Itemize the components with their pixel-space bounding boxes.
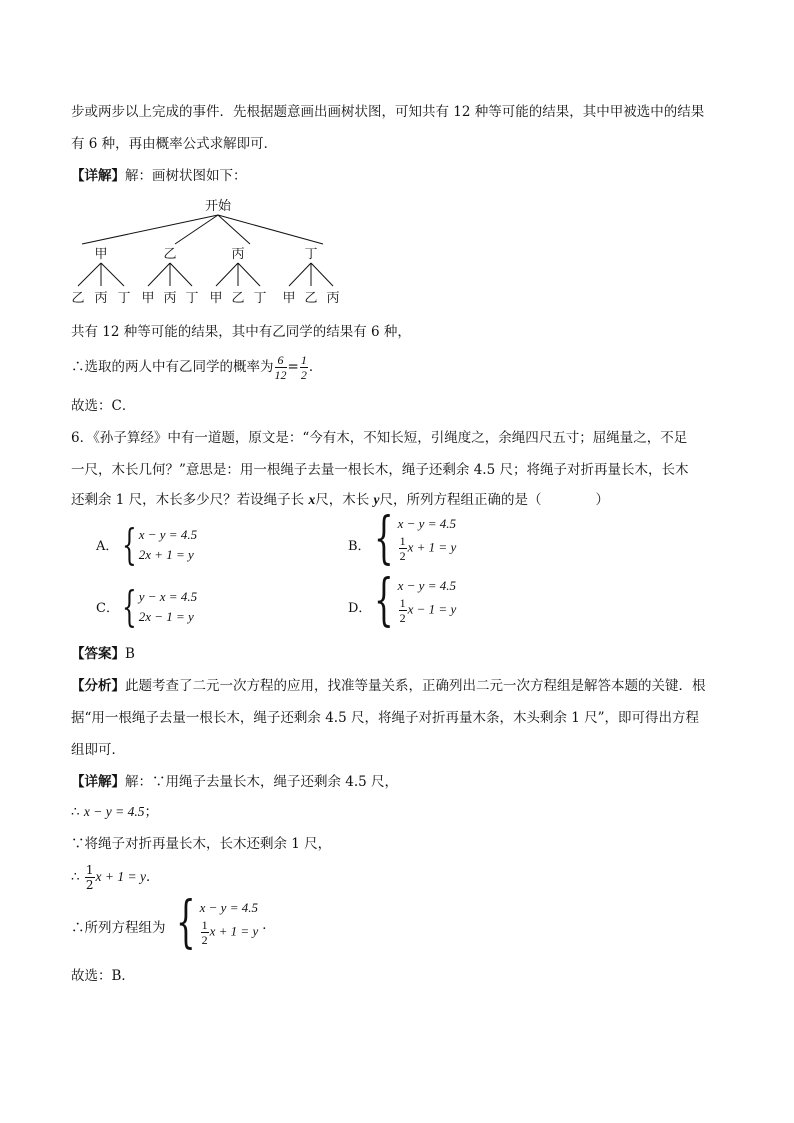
fraction: $\frac{1}{2}$ [85, 863, 94, 892]
equation: x + 1 = y [209, 923, 259, 939]
question-text: 尺，木长 [315, 492, 374, 508]
equation: x − y = 4.5 [397, 578, 456, 593]
equation: x + 1 = y [95, 869, 146, 884]
tree-node-l2: 丙 [94, 291, 108, 306]
paragraph-line: 有 6 种，再由概率公式求解即可． [71, 136, 278, 152]
fraction-6-12: $\frac{6}{12}$ [274, 353, 287, 382]
choice-line: 故选：B． [71, 968, 135, 984]
equation: x − y = 4.5 [199, 900, 258, 915]
step-line: ∴ $\frac{1}{2}$ x + 1 = y． [71, 863, 160, 892]
question-text: 尺，所列方程组正确的是（ ） [379, 492, 610, 508]
var-x: x [308, 492, 316, 507]
detail-label: 【详解】 [71, 774, 125, 790]
option-c-system [116, 582, 198, 631]
tree-node-l2: 甲 [282, 291, 296, 306]
tree-node-l2: 甲 [141, 291, 155, 306]
option-c-label: C． [96, 601, 119, 616]
tree-node-l1: 乙 [163, 247, 177, 262]
equation: 2x − 1 = y [138, 609, 194, 624]
equation: x − 1 = y [407, 601, 457, 617]
result-line: 共有 12 种等可能的结果，其中有乙同学的结果有 6 种， [71, 324, 411, 340]
step-line: ∵将绳子对折再量长木，长木还剩余 1 尺， [71, 836, 332, 852]
tree-node-l2: 丙 [163, 291, 177, 306]
analysis-label: 【分析】 [71, 678, 125, 694]
analysis-line: 组即可． [71, 742, 125, 758]
question-line [71, 490, 609, 510]
equation: x + 1 = y [407, 539, 457, 555]
final-suffix: ． [262, 916, 276, 933]
option-d-label: D． [348, 601, 372, 616]
tree-node-l2: 丁 [253, 291, 267, 306]
paragraph-line: 步或两步以上完成的事件．先根据题意画出画树状图，可知共有 12 种等可能的结果，其中甲被选中的结果 [71, 104, 705, 120]
analysis-line [71, 676, 706, 696]
tree-node-l1: 丁 [304, 247, 318, 262]
equation: x − y = 4.5 [138, 527, 198, 542]
tree-node-l2: 甲 [209, 291, 223, 306]
detail-text: 解：∵用绳子去量长木，绳子还剩余 4.5 尺， [125, 774, 399, 790]
brace-icon: { [122, 582, 137, 631]
detail-label: 【详解】 [71, 168, 125, 184]
equation: y − x = 4.5 [138, 589, 198, 604]
probability-line [71, 352, 322, 382]
tree-node-l2: 乙 [231, 291, 245, 306]
tree-node-l2: 丙 [326, 291, 340, 306]
final-system [168, 889, 276, 955]
analysis-line: 据“用一根绳子去量一根长木，绳子还剩余 4.5 尺，将绳子对折再量木条，木头剩余 1 尺”，即可得出方程 [71, 710, 700, 726]
option-b-system [366, 505, 457, 571]
var-y: y [373, 492, 380, 507]
detail-text: 解：画树状图如下： [125, 168, 247, 184]
brace-icon: { [122, 520, 137, 569]
tree-node-l2: 乙 [71, 291, 85, 306]
tree-node-l1: 丙 [231, 247, 245, 262]
tree-node-l2: 乙 [304, 291, 318, 306]
analysis-text: 此题考查了二元一次方程的应用，找准等量关系，正确列出二元一次方程组是解答本题的关键．根 [125, 678, 706, 694]
equals-sign: = [287, 359, 299, 375]
detail-heading [71, 772, 398, 792]
answer-line [71, 644, 135, 664]
choice-line: 故选：C． [71, 398, 136, 414]
fraction: $\frac{1}{2}$ [399, 596, 406, 625]
prob-suffix: ． [308, 359, 323, 375]
equation: x − y = 4.5 [83, 804, 145, 819]
fraction-1-2: $\frac{1}{2}$ [300, 353, 307, 382]
answer-value: B [125, 646, 135, 662]
option-d-system [366, 567, 457, 633]
step-line: ∴所列方程组为 [71, 920, 166, 936]
fraction: $\frac{1}{2}$ [399, 534, 406, 563]
brace-icon: { [176, 889, 196, 955]
prob-prefix: ∴选取的两人中有乙同学的概率为 [71, 359, 274, 375]
step-line: ∴ x − y = 4.5； [71, 804, 158, 820]
equation: x − y = 4.5 [397, 516, 456, 531]
answer-label: 【答案】 [71, 646, 125, 662]
option-b-label: B． [348, 539, 371, 554]
detail-heading [71, 166, 247, 186]
option-a-label: A． [96, 539, 119, 554]
fraction: $\frac{1}{2}$ [201, 918, 208, 947]
question-line: 6．《孙子算经》中有一道题，原文是：“今有木，不知长短，引绳度之，余绳四尺五寸；屈绳量之，不足 [71, 430, 688, 446]
brace-icon: { [374, 567, 394, 633]
equation: 2x + 1 = y [138, 547, 194, 562]
question-line: 一尺，木长几何？”意思是：用一根绳子去量一根长木，绳子还剩余 4.5 尺；将绳子对折再量长木，长木 [71, 462, 689, 478]
tree-node-l2: 丁 [117, 291, 131, 306]
option-a-system [116, 520, 198, 569]
brace-icon: { [374, 505, 394, 571]
tree-node-l1: 甲 [94, 247, 108, 262]
tree-node-l2: 丁 [185, 291, 199, 306]
tree-root: 开始 [204, 199, 232, 214]
question-text: 还剩余 1 尺，木长多少尺？若设绳子长 [71, 492, 309, 508]
tree-diagram [0, 192, 794, 312]
